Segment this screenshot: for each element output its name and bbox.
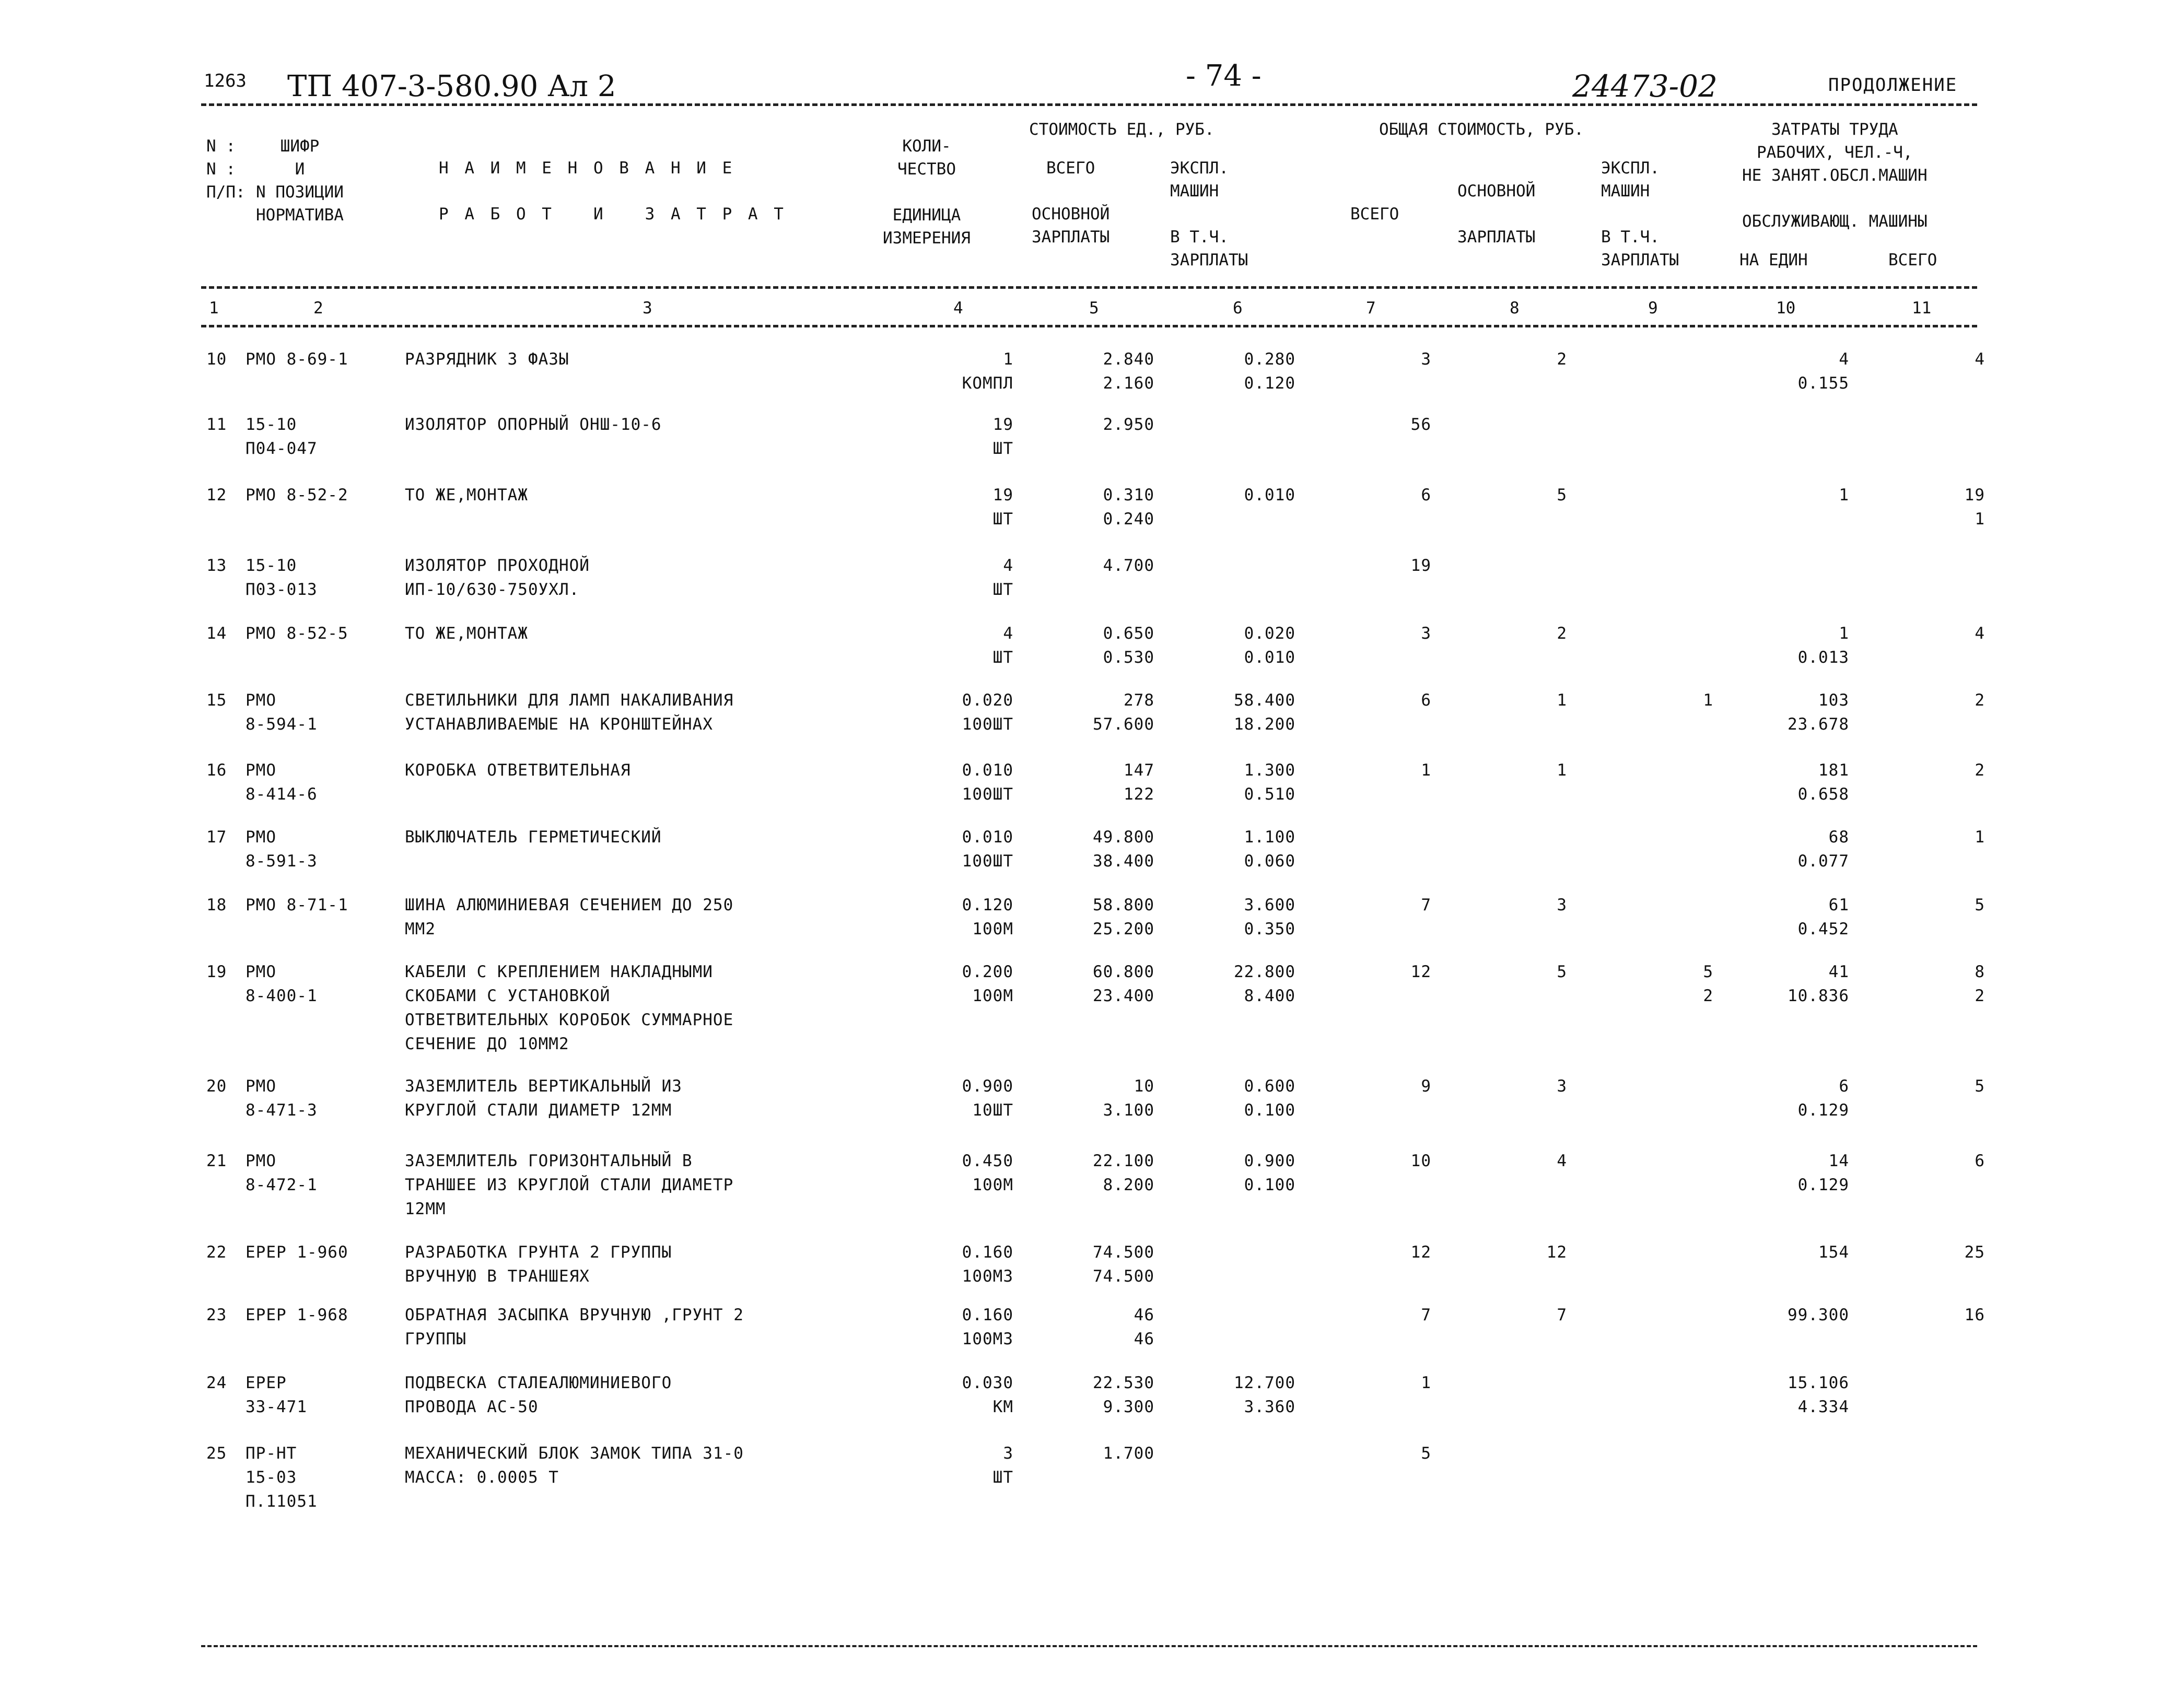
cell-code: РМО 8-591-3 [246, 828, 318, 871]
cell-name: ШИНА АЛЮМИНИЕВАЯ СЕЧЕНИЕМ ДО 250 ММ2 [405, 896, 734, 938]
col-index-6: 6 [1233, 299, 1243, 318]
cell-n: 22 [206, 1243, 227, 1262]
cell-unit-mach: 22.800 8.400 [1234, 963, 1295, 1005]
header-rule-top [201, 103, 1977, 106]
cell-n: 20 [206, 1077, 227, 1096]
cell-sal: 3 [1557, 1077, 1567, 1096]
cell-name: ИЗОЛЯТОР ПРОХОДНОЙ ИП-10/630-750УХЛ. [405, 556, 590, 599]
cell-qty: 0.030 КМ [962, 1374, 1013, 1416]
cell-tot: 3 [1421, 350, 1431, 369]
footer-rule [201, 1645, 1977, 1647]
cell-qty: 0.120 100М [962, 896, 1013, 938]
cell-unit-total: 49.800 38.400 [1093, 828, 1154, 871]
cell-unit-total: 22.100 8.200 [1093, 1152, 1154, 1194]
cell-n: 25 [206, 1444, 227, 1463]
cell-qty: 19 ШТ [992, 415, 1013, 458]
cell-tot: 12 [1410, 1243, 1431, 1262]
cell-code: ЕРЕР 1-960 [246, 1243, 348, 1262]
cell-code: РМО 8-472-1 [246, 1152, 318, 1194]
cell-tot: 1 [1421, 1374, 1431, 1392]
cell-unit-total: 278 57.600 [1093, 691, 1154, 734]
col-head-unit-machines: ЭКСПЛ. МАШИН В Т.Ч. ЗАРПЛАТЫ [1170, 159, 1248, 269]
cell-code: РМО 8-471-3 [246, 1077, 318, 1120]
cell-qty: 0.160 100М3 [962, 1243, 1013, 1286]
cell-code: РМО 8-52-2 [246, 486, 348, 504]
col-index-3: 3 [643, 299, 652, 318]
cell-mach: 5 2 [1703, 963, 1713, 1005]
cell-name: СВЕТИЛЬНИКИ ДЛЯ ЛАМП НАКАЛИВАНИЯ УСТАНАВЛИВАЕМЫЕ НА КРОНШТЕЙНАХ [405, 691, 734, 734]
cell-lab-unit: 99.300 [1788, 1306, 1849, 1324]
cell-qty: 0.160 100М3 [962, 1306, 1013, 1348]
cell-lab-total: 6 [1975, 1152, 1985, 1170]
cell-qty: 1 КОМПЛ [962, 350, 1013, 393]
cell-lab-total: 25 [1964, 1243, 1985, 1262]
cell-unit-total: 60.800 23.400 [1093, 963, 1154, 1005]
cell-lab-unit: 1 [1839, 486, 1849, 504]
cell-lab-unit: 1 0.013 [1797, 624, 1849, 667]
cell-sal: 1 [1557, 761, 1567, 780]
cell-unit-total: 46 46 [1134, 1306, 1154, 1348]
cell-lab-unit: 41 10.836 [1788, 963, 1849, 1005]
cell-unit-mach: 0.020 0.010 [1244, 624, 1295, 667]
cell-unit-total: 58.800 25.200 [1093, 896, 1154, 938]
cell-tot: 19 [1410, 556, 1431, 575]
cell-qty: 0.450 100М [962, 1152, 1013, 1194]
cell-name: ТО ЖЕ,МОНТАЖ [405, 624, 528, 643]
cell-sal: 5 [1557, 486, 1567, 504]
cell-qty: 4 ШТ [992, 556, 1013, 599]
cell-lab-unit: 61 0.452 [1797, 896, 1849, 938]
cell-qty: 4 ШТ [992, 624, 1013, 667]
cell-unit-mach: 1.300 0.510 [1244, 761, 1295, 804]
cell-sal: 7 [1557, 1306, 1567, 1324]
col-head-code: ШИФР И N ПОЗИЦИИ НОРМАТИВА [256, 137, 344, 225]
cell-lab-total: 8 2 [1975, 963, 1985, 1005]
cell-code: ЕРЕР 1-968 [246, 1306, 348, 1324]
cell-name: ПОДВЕСКА СТАЛЕАЛЮМИНИЕВОГО ПРОВОДА АС-50 [405, 1374, 672, 1416]
cell-unit-total: 74.500 74.500 [1093, 1243, 1154, 1286]
cell-tot: 1 [1421, 761, 1431, 780]
cell-code: ПР-НТ 15-03 П.11051 [246, 1444, 318, 1511]
col-head-total: ВСЕГО [1350, 205, 1399, 224]
cell-name: ИЗОЛЯТОР ОПОРНЫЙ ОНШ-10-6 [405, 415, 662, 434]
cell-n: 21 [206, 1152, 227, 1170]
cell-n: 19 [206, 963, 227, 981]
cell-name: ТО ЖЕ,МОНТАЖ [405, 486, 528, 504]
cell-name: ВЫКЛЮЧАТЕЛЬ ГЕРМЕТИЧЕСКИЙ [405, 828, 662, 847]
cell-n: 11 [206, 415, 227, 434]
cell-mach: 1 [1703, 691, 1713, 710]
cell-n: 16 [206, 761, 227, 780]
cell-lab-total: 4 [1975, 350, 1985, 369]
cell-lab-total: 4 [1975, 624, 1985, 643]
cell-name: ЗАЗЕМЛИТЕЛЬ ВЕРТИКАЛЬНЫЙ ИЗ КРУГЛОЙ СТАЛИ ДИАМЕТР 12ММ [405, 1077, 682, 1120]
cell-lab-total: 5 [1975, 1077, 1985, 1096]
col-index-7: 7 [1366, 299, 1376, 318]
cell-lab-unit: 103 23.678 [1788, 691, 1849, 734]
cell-unit-mach: 0.010 [1244, 486, 1295, 504]
cell-unit-total: 10 3.100 [1103, 1077, 1154, 1120]
col-index-9: 9 [1648, 299, 1658, 318]
project-code: ТП 407-3-580.90 Ал 2 [287, 69, 616, 103]
cell-sal: 2 [1557, 624, 1567, 643]
cell-tot: 7 [1421, 896, 1431, 914]
cell-unit-mach: 1.100 0.060 [1244, 828, 1295, 871]
col-index-4: 4 [953, 299, 963, 318]
cell-qty: 0.900 10ШТ [962, 1077, 1013, 1120]
cell-qty: 0.010 100ШТ [962, 828, 1013, 871]
cell-tot: 56 [1410, 415, 1431, 434]
cell-unit-total: 147 122 [1124, 761, 1154, 804]
cell-name: ЗАЗЕМЛИТЕЛЬ ГОРИЗОНТАЛЬНЫЙ В ТРАНШЕЕ ИЗ КРУГЛОЙ СТАЛИ ДИАМЕТР 12ММ [405, 1152, 734, 1218]
col-head-labor-total: ВСЕГО [1888, 251, 1937, 269]
col-index-10: 10 [1776, 299, 1796, 318]
cell-tot: 10 [1410, 1152, 1431, 1170]
cell-lab-unit: 154 [1818, 1243, 1849, 1262]
cell-code: 15-10 П04-047 [246, 415, 318, 458]
cell-lab-total: 2 [1975, 761, 1985, 780]
cell-unit-mach: 0.280 0.120 [1244, 350, 1295, 393]
cell-lab-unit: 15.106 4.334 [1788, 1374, 1849, 1416]
cell-lab-unit: 181 0.658 [1797, 761, 1849, 804]
cell-unit-total: 0.310 0.240 [1103, 486, 1154, 529]
cell-qty: 3 ШТ [992, 1444, 1013, 1487]
cell-code: РМО 8-594-1 [246, 691, 318, 734]
cell-tot: 6 [1421, 486, 1431, 504]
col-head-salary: ОСНОВНОЙ ЗАРПЛАТЫ [1457, 182, 1536, 247]
cell-unit-total: 1.700 [1103, 1444, 1154, 1463]
cell-code: РМО 8-71-1 [246, 896, 348, 914]
cell-code: ЕРЕР 33-471 [246, 1374, 307, 1416]
col-head-total-cost: ОБЩАЯ СТОИМОСТЬ, РУБ. [1379, 120, 1584, 139]
cell-sal: 1 [1557, 691, 1567, 710]
cell-n: 13 [206, 556, 227, 575]
cell-n: 14 [206, 624, 227, 643]
cell-unit-mach: 3.600 0.350 [1244, 896, 1295, 938]
cell-name: КАБЕЛИ С КРЕПЛЕНИЕМ НАКЛАДНЫМИ СКОБАМИ С УСТАНОВКОЙ ОТВЕТВИТЕЛЬНЫХ КОРОБОК СУММАРНОЕ СЕЧЕНИЕ ДО 10ММ2 [405, 963, 734, 1053]
cell-n: 23 [206, 1306, 227, 1324]
cell-name: МЕХАНИЧЕСКИЙ БЛОК ЗАМОК ТИПА 31-0 МАССА: 0.0005 Т [405, 1444, 744, 1487]
col-index-2: 2 [313, 299, 323, 318]
cell-code: 15-10 П03-013 [246, 556, 318, 599]
cell-tot: 3 [1421, 624, 1431, 643]
cell-lab-unit: 68 0.077 [1797, 828, 1849, 871]
cell-qty: 0.020 100ШТ [962, 691, 1013, 734]
col-index-8: 8 [1510, 299, 1520, 318]
header-rule-mid [201, 286, 1977, 289]
cell-tot: 12 [1410, 963, 1431, 981]
cell-lab-total: 1 [1975, 828, 1985, 847]
col-index-5: 5 [1089, 299, 1099, 318]
cell-unit-total: 2.950 [1103, 415, 1154, 434]
cell-sal: 4 [1557, 1152, 1567, 1170]
col-head-name: Н А И М Е Н О В А Н И Е Р А Б О Т И З А Т Р А Т [439, 159, 787, 224]
cell-sal: 3 [1557, 896, 1567, 914]
cell-lab-unit: 14 0.129 [1797, 1152, 1849, 1194]
document-number: 24473-02 [1572, 68, 1718, 104]
cell-qty: 0.200 100М [962, 963, 1013, 1005]
cell-unit-total: 22.530 9.300 [1093, 1374, 1154, 1416]
cell-code: РМО 8-69-1 [246, 350, 348, 369]
cell-lab-total: 2 [1975, 691, 1985, 710]
cell-n: 24 [206, 1374, 227, 1392]
col-head-unit-total: ВСЕГО ОСНОВНОЙ ЗАРПЛАТЫ [1032, 159, 1110, 247]
col-index-11: 11 [1912, 299, 1932, 318]
col-head-unit-cost: СТОИМОСТЬ ЕД., РУБ. [1029, 120, 1214, 139]
cell-qty: 0.010 100ШТ [962, 761, 1013, 804]
sheet-number: 1263 [204, 71, 247, 91]
cell-lab-total: 19 1 [1964, 486, 1985, 529]
header-rule-bottom [201, 325, 1977, 327]
cell-n: 12 [206, 486, 227, 504]
cell-code: РМО 8-400-1 [246, 963, 318, 1005]
cell-qty: 19 ШТ [992, 486, 1013, 529]
cell-sal: 5 [1557, 963, 1567, 981]
cell-name: КОРОБКА ОТВЕТВИТЕЛЬНАЯ [405, 761, 631, 780]
cell-unit-total: 0.650 0.530 [1103, 624, 1154, 667]
cell-unit-mach: 0.600 0.100 [1244, 1077, 1295, 1120]
col-head-labor: ЗАТРАТЫ ТРУДА РАБОЧИХ, ЧЕЛ.-Ч, НЕ ЗАНЯТ.ОБСЛ.МАШИН ОБСЛУЖИВАЮЩ. МАШИНЫ [1742, 120, 1928, 231]
cell-lab-unit: 4 0.155 [1797, 350, 1849, 393]
cell-unit-mach: 0.900 0.100 [1244, 1152, 1295, 1194]
cell-tot: 7 [1421, 1306, 1431, 1324]
page-number: - 74 - [1186, 59, 1262, 93]
cell-tot: 9 [1421, 1077, 1431, 1096]
cell-unit-total: 4.700 [1103, 556, 1154, 575]
cell-lab-total: 16 [1964, 1306, 1985, 1324]
cell-unit-mach: 12.700 3.360 [1234, 1374, 1295, 1416]
cell-tot: 6 [1421, 691, 1431, 710]
cell-name: РАЗРАБОТКА ГРУНТА 2 ГРУППЫ ВРУЧНУЮ В ТРАНШЕЯХ [405, 1243, 672, 1286]
cell-lab-total: 5 [1975, 896, 1985, 914]
cell-sal: 2 [1557, 350, 1567, 369]
cell-unit-total: 2.840 2.160 [1103, 350, 1154, 393]
cell-name: РАЗРЯДНИК 3 ФАЗЫ [405, 350, 569, 369]
cell-n: 15 [206, 691, 227, 710]
cell-n: 10 [206, 350, 227, 369]
cell-unit-mach: 58.400 18.200 [1234, 691, 1295, 734]
cell-code: РМО 8-52-5 [246, 624, 348, 643]
col-head-quantity: КОЛИ- ЧЕСТВО ЕДИНИЦА ИЗМЕРЕНИЯ [883, 137, 971, 248]
continuation-label: ПРОДОЛЖЕНИЕ [1828, 75, 1958, 96]
cell-name: ОБРАТНАЯ ЗАСЫПКА ВРУЧНУЮ ,ГРУНТ 2 ГРУППЫ [405, 1306, 744, 1348]
col-head-number: N : N : П/П: [206, 137, 246, 202]
cell-tot: 5 [1421, 1444, 1431, 1463]
cell-n: 17 [206, 828, 227, 847]
cell-n: 18 [206, 896, 227, 914]
cell-sal: 12 [1546, 1243, 1567, 1262]
cell-lab-unit: 6 0.129 [1797, 1077, 1849, 1120]
col-index-1: 1 [209, 299, 219, 318]
col-head-machines: ЭКСПЛ. МАШИН В Т.Ч. ЗАРПЛАТЫ [1601, 159, 1679, 269]
cell-code: РМО 8-414-6 [246, 761, 318, 804]
col-head-labor-unit: НА ЕДИН [1739, 251, 1808, 269]
